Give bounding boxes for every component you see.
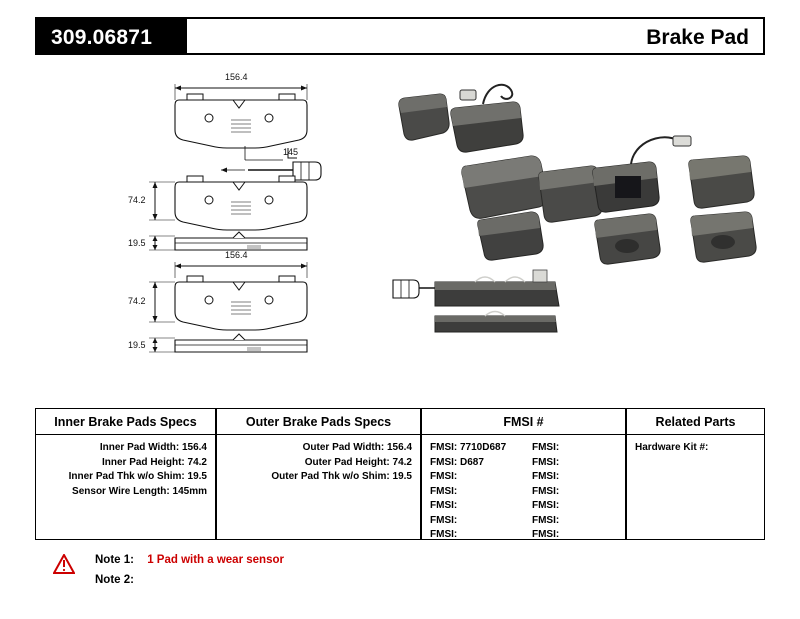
related-parts-body (627, 435, 764, 456)
warning-icon (53, 554, 75, 574)
inner-spec-line: Inner Pad Height: 74.2 (101, 456, 207, 468)
note-1-value: 1 Pad with a wear sensor (147, 554, 284, 566)
fmsi-row (422, 441, 625, 456)
fmsi-left: FMSI: D687 (430, 456, 484, 468)
fmsi-right: FMSI: (531, 500, 560, 511)
dim-bottom-width: 156.4 (225, 250, 248, 260)
fmsi-row (422, 499, 625, 514)
outer-spec-line: Outer Pad Width: 156.4 (302, 442, 412, 453)
outer-specs-header: Outer Brake Pads Specs (217, 409, 420, 435)
fmsi-row (422, 485, 625, 500)
fmsi-row (422, 470, 625, 485)
fmsi-row (422, 514, 625, 529)
fmsi-right: FMSI: (531, 442, 560, 453)
notes-section (35, 550, 765, 605)
fmsi-row (422, 528, 625, 543)
fmsi-left: FMSI: (430, 514, 458, 526)
note-2-label: Note 2: (95, 574, 134, 586)
fmsi-header: FMSI # (422, 409, 625, 435)
dim-top-width: 156.4 (225, 72, 248, 82)
fmsi-right: FMSI: (531, 529, 560, 540)
fmsi-left: FMSI: (430, 471, 458, 482)
inner-specs-header: Inner Brake Pads Specs (36, 409, 215, 435)
page-title: Brake Pad (646, 26, 749, 49)
dim-top-thickness: 19.5 (128, 238, 146, 248)
spec-tables (35, 408, 765, 540)
pad-photo-cluster-left (399, 85, 602, 260)
related-part-line: Hardware Kit #: (635, 442, 709, 453)
inner-spec-line: Inner Pad Width: 156.4 (99, 442, 207, 453)
outer-spec-line: Outer Pad Height: 74.2 (304, 456, 412, 468)
technical-drawings (35, 60, 765, 395)
fmsi-right: FMSI: (531, 456, 560, 468)
fmsi-row (422, 456, 625, 471)
outer-specs-column (216, 408, 421, 540)
related-parts-column (626, 408, 765, 540)
dim-wire-length: 145 (283, 147, 299, 157)
fmsi-left: FMSI: 7710D687 (430, 442, 507, 453)
outer-specs-body (217, 435, 420, 485)
pad-photo-cluster-bottom (393, 270, 559, 332)
fmsi-right: FMSI: (531, 514, 560, 526)
inner-spec-line: Inner Pad Thk w/o Shim: 19.5 (68, 471, 207, 482)
fmsi-left: FMSI: (430, 500, 458, 511)
note-1-row (95, 554, 284, 566)
dim-bottom-thickness: 19.5 (128, 340, 146, 350)
fmsi-right: FMSI: (531, 471, 560, 482)
inner-specs-column (35, 408, 216, 540)
dim-top-height: 74.2 (128, 195, 146, 205)
fmsi-body (422, 435, 625, 543)
outer-spec-line: Outer Pad Thk w/o Shim: 19.5 (271, 471, 412, 482)
inner-specs-body (36, 435, 215, 499)
header-bar (35, 17, 765, 55)
related-parts-header: Related Parts (627, 409, 764, 435)
dim-bottom-height: 74.2 (128, 296, 146, 306)
note-1-label: Note 1: (95, 554, 134, 566)
pad-photo-cluster-right (593, 136, 756, 264)
fmsi-left: FMSI: (430, 485, 458, 497)
fmsi-right: FMSI: (531, 485, 560, 497)
fmsi-left: FMSI: (430, 529, 458, 540)
note-2-row (95, 574, 144, 586)
fmsi-column (421, 408, 626, 540)
page-part-number: 309.06871 (51, 26, 153, 49)
inner-spec-line: Sensor Wire Length: 145mm (72, 485, 207, 497)
